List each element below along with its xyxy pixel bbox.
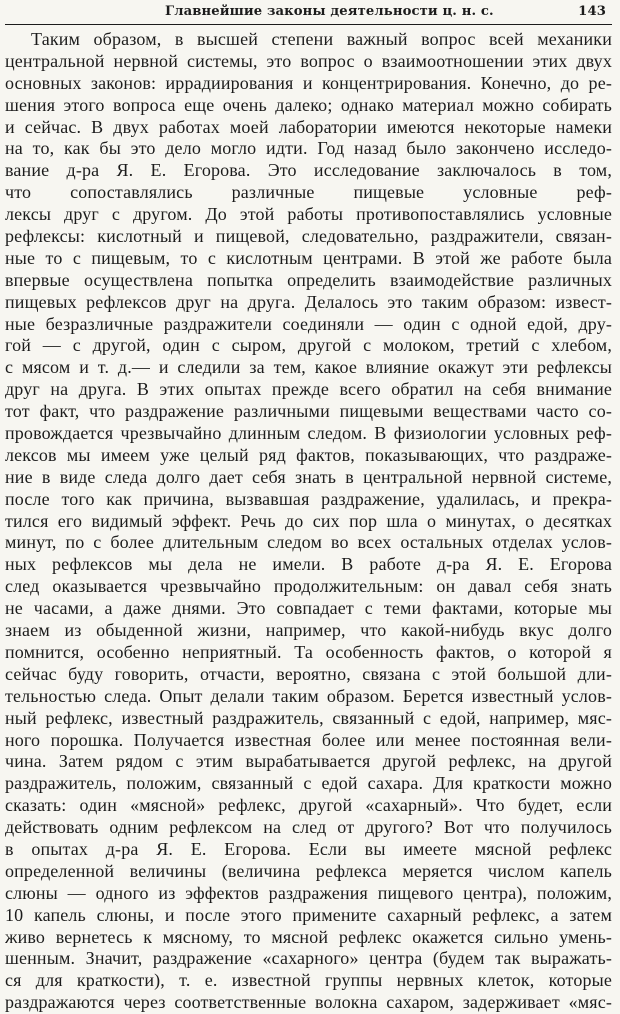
text-line: ный рефлекс, известный раздражитель, связанный с едой, например, мяс- — [5, 707, 612, 728]
text-line: на то, как бы это дело могло идти. Год назад было закончено исследо- — [5, 138, 612, 159]
text-line: чина. Затем рядом с этим вырабатывается другой рефлекс, на другой — [5, 751, 612, 772]
text-line: помнится, особенно неприятный. Та особенность фактов, о которой я — [5, 641, 612, 662]
text-line: ные то с пищевым, то с кислотным центрами. В этой же работе была — [5, 247, 612, 268]
text-line: лексов мы имеем уже целый ряд фактов, показывающих, что раздраже- — [5, 444, 612, 465]
text-line: рефлексы: кислотный и пищевой, следовательно, раздражители, связан- — [5, 226, 612, 247]
header-rule — [5, 24, 612, 25]
text-line: что сопоставлялись различные пищевые условные реф- — [5, 182, 612, 203]
text-line: 10 капель слюны, и после этого примените сахарный рефлекс, а затем — [5, 904, 612, 925]
text-line: тот факт, что раздражение различными пищевыми веществами часто со- — [5, 401, 612, 422]
text-line: провождается чрезвычайно длинным следом. В физиологии условных реф- — [5, 423, 612, 444]
text-line: минут, по с более длительным следом во всех остальных отделах услов- — [5, 532, 612, 553]
text-line: вание д-ра Я. Е. Егорова. Это исследование заключалось в том, — [5, 160, 612, 181]
text-line: след оказывается чрезвычайно продолжительным: он давал себя знать — [5, 576, 612, 597]
text-line: и сейчас. В двух работах моей лаборатории имеются некоторые намеки — [5, 116, 612, 137]
text-line: после того как причина, вызвавшая раздражение, удалилась, и прекра- — [5, 488, 612, 509]
text-line: живо вернетесь к мясному, то мясной рефлекс окажется сильно умень- — [5, 926, 612, 947]
running-header — [5, 2, 612, 24]
text-line: сказать: один «мясной» рефлекс, другой «сахарный». Что будет, если — [5, 795, 612, 816]
text-line: основных законов: иррадиирования и концентрирования. Конечно, до ре- — [5, 72, 612, 93]
text-line: определенной величины (величина рефлекса меряется числом капель — [5, 860, 612, 881]
text-line: слюны — одного из эффектов раздражения пищевого центра), положим, — [5, 882, 612, 903]
text-line: раздражитель, положим, связанный с едой сахара. Для краткости можно — [5, 773, 612, 794]
text-line: с мясом и т. д.— и следили за тем, какое влияние окажут эти рефлексы — [5, 357, 612, 378]
text-line: гой — с другой, один с сыром, другой с молоком, третий с хлебом, — [5, 335, 612, 356]
text-line: в опытах д-ра Я. Е. Егорова. Если вы имеете мясной рефлекс — [5, 838, 612, 859]
text-line: ных рефлексов мы дела не имели. В работе д-ра Я. Е. Егорова — [5, 554, 612, 575]
page-number: 143 — [578, 4, 606, 19]
text-line: шенным. Значит, раздражение «сахарного» центра (будем так выражать- — [5, 948, 612, 969]
text-line: действовать одним рефлексом на след от другого? Вот что получилось — [5, 817, 612, 838]
text-line: раздражаются через соответственные волокна сахаром, задерживает «мяс- — [5, 992, 612, 1013]
text-line: ся для краткости), т. е. известной группы нервных клеток, которые — [5, 970, 612, 991]
text-line: не часами, а даже днями. Это совпадает с теми фактами, которые мы — [5, 598, 612, 619]
text-line: тился его видимый эффект. Речь до сих пор шла о минутах, о десятках — [5, 510, 612, 531]
text-line: лексы друг с другом. До этой работы противопоставлялись условные — [5, 204, 612, 225]
text-line: шения этого вопроса еще очень далеко; однако материал можно собирать — [5, 94, 612, 115]
text-line: тельностью следа. Опыт делали таким образом. Берется известный услов- — [5, 685, 612, 706]
running-header-title: Главнейшие законы деятельности ц. н. с. — [165, 4, 494, 19]
text-line: впервые осуществлена попытка определить взаимодействие различных — [5, 269, 612, 290]
text-line: ного порошка. Получается известная более или менее постоянная вели- — [5, 729, 612, 750]
text-line: знаем из обыденной жизни, например, что какой-нибудь вкус долго — [5, 620, 612, 641]
text-line: центральной нервной системы, это вопрос о взаимоотношении этих двух — [5, 50, 612, 71]
text-line: друг на друга. В этих опытах прежде всего обратил на себя внимание — [5, 379, 612, 400]
text-line: Таким образом, в высшей степени важный вопрос всей механики — [31, 29, 612, 49]
text-line: ние в виде следа долго дает себя знать в центральной нервной системе, — [5, 466, 612, 487]
text-line: ные безразличные раздражители соединяли — один с одной едой, дру- — [5, 313, 612, 334]
text-line: сейчас буду говорить, отчасти, вероятно, связана с этой большой дли- — [5, 663, 612, 684]
text-line: пищевых рефлексов друг на друга. Делалось это таким образом: извест- — [5, 291, 612, 312]
body-text — [5, 29, 612, 1014]
